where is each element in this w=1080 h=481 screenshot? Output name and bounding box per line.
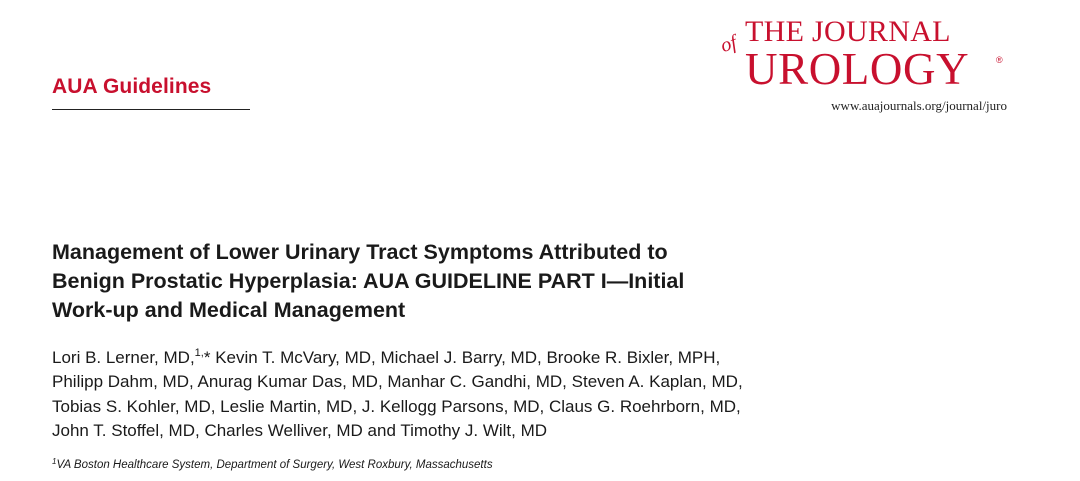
article-title <box>52 238 872 325</box>
affiliation-text: VA Boston Healthcare System, Department of Surgery, West Roxbury, Massachusetts <box>56 459 493 471</box>
masthead-urology: UROLOGY <box>745 44 970 94</box>
author-line: Tobias S. Kohler, MD, Leslie Martin, MD, J. Kellogg Parsons, MD, Claus G. Roehrborn, MD, <box>52 396 741 416</box>
author-list <box>52 346 1012 443</box>
affiliation-marker: 1 <box>52 457 57 466</box>
journal-masthead <box>717 14 1015 118</box>
section-label: AUA Guidelines <box>52 75 212 98</box>
title-line: Management of Lower Urinary Tract Symptoms Attributed to <box>52 240 668 264</box>
author-line <box>52 346 1012 370</box>
author-line: Philipp Dahm, MD, Anurag Kumar Das, MD, Manhar C. Gandhi, MD, Steven A. Kaplan, MD, <box>52 372 743 392</box>
section-divider <box>52 109 250 110</box>
masthead-the-journal: THE JOURNAL <box>745 15 951 48</box>
author-line: John T. Stoffel, MD, Charles Welliver, MD and Timothy J. Wilt, MD <box>52 420 548 440</box>
title-line: Work-up and Medical Management <box>52 298 406 322</box>
journal-url: www.auajournals.org/journal/juro <box>831 98 1007 113</box>
affiliation-note <box>52 458 493 472</box>
author-text: * Kevin T. McVary, MD, Michael J. Barry, MD, Brooke R. Bixler, MPH, <box>203 348 721 367</box>
affiliation-superscript: 1, <box>194 347 204 359</box>
masthead-of: of <box>717 31 740 58</box>
registered-mark: ® <box>996 55 1003 65</box>
author-text: Lori B. Lerner, MD, <box>52 348 195 367</box>
title-line: Benign Prostatic Hyperplasia: AUA GUIDELINE PART I—Initial <box>52 269 685 293</box>
